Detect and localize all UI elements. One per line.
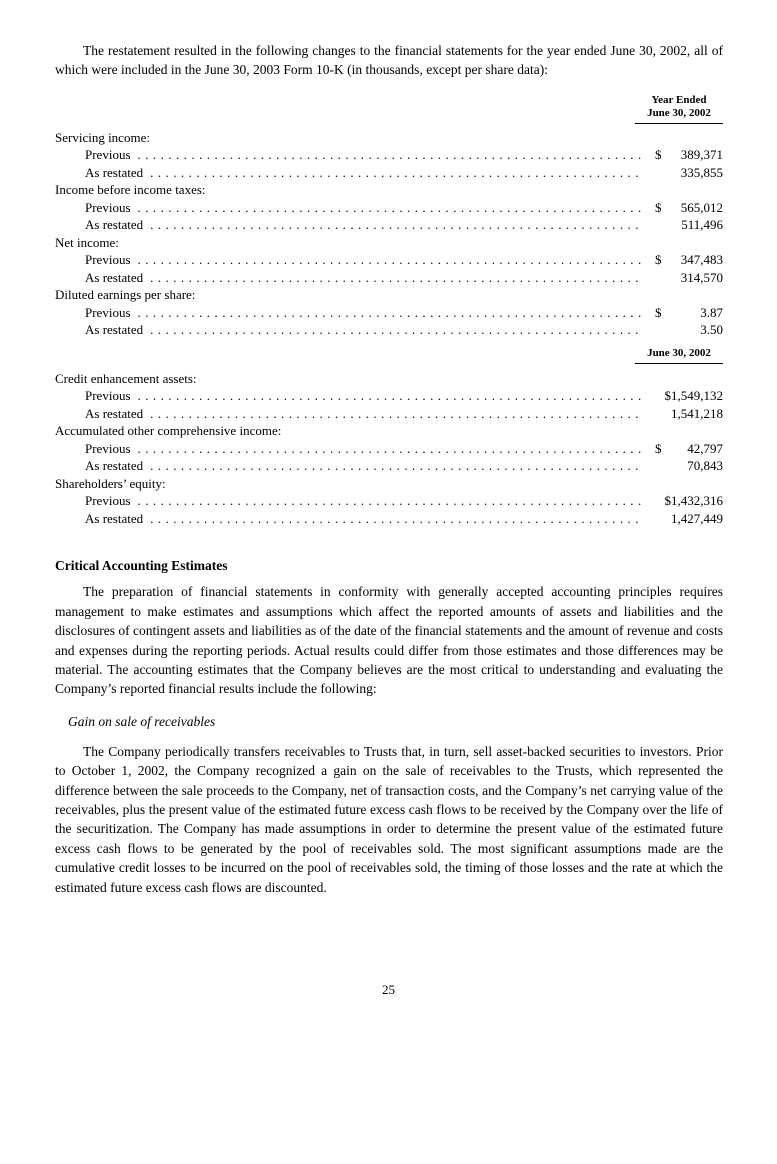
row-value (655, 252, 723, 268)
dot-leader (150, 322, 643, 338)
row-label: Previous (85, 252, 131, 268)
row-amount: 565,012 (680, 199, 723, 215)
data-row (55, 406, 723, 424)
year-ended-header-line1: Year Ended (651, 93, 707, 106)
row-category (55, 287, 723, 305)
dot-leader (138, 200, 644, 216)
category-label: Shareholders’ equity: (55, 475, 166, 491)
row-category (55, 130, 723, 148)
dot-leader (138, 493, 644, 509)
row-value (655, 322, 723, 338)
row-value (655, 270, 723, 286)
dot-leader (150, 511, 643, 527)
row-label: Previous (85, 388, 131, 404)
data-row (55, 200, 723, 218)
dot-leader (138, 147, 644, 163)
intro-paragraph: The restatement resulted in the following changes to the financial statements for the year ended June 30, 2002, all of which were included in the June 30, 2003 Form 10-K (in thousands, except per share data): (55, 43, 723, 78)
category-label: Credit enhancement assets: (55, 370, 197, 386)
data-row (55, 252, 723, 270)
currency-symbol: $ (655, 440, 662, 456)
row-value (655, 147, 723, 163)
dot-leader (150, 458, 643, 474)
dot-leader (150, 406, 643, 422)
dot-leader (150, 270, 643, 286)
row-amount: $1,549,132 (664, 388, 723, 404)
row-value (655, 441, 723, 457)
row-value (655, 511, 723, 527)
data-row (55, 147, 723, 165)
category-label: Diluted earnings per share: (55, 287, 196, 303)
critical-accounting-estimates-heading: Critical Accounting Estimates (55, 558, 228, 574)
dot-leader (150, 165, 643, 181)
critical-accounting-paragraph: The preparation of financial statements in conformity with generally accepted accounting principles requires management to make estimates and assumptions which affect the reported amounts of assets and liabilities and the disclosures of contingent assets and liabilities as of the date of the financial statements and the amount of revenue and costs and expenses during the reporting periods. Actual results could differ from those estimates and those differences may be material. The accounting estimates that the Company believes are the most critical to understanding and evaluating the Company’s reported financial results include the following: (55, 584, 723, 697)
currency-symbol: $ (655, 252, 662, 268)
row-label: As restated (85, 269, 144, 285)
row-label: As restated (85, 217, 144, 233)
data-row (55, 511, 723, 529)
data-row (55, 217, 723, 235)
data-row (55, 388, 723, 406)
row-amount: 42,797 (687, 440, 723, 456)
row-category (55, 423, 723, 441)
category-label: Servicing income: (55, 129, 150, 145)
page-number: 25 (382, 982, 395, 997)
row-value (655, 305, 723, 321)
year-ended-header-line2: June 30, 2002 (647, 106, 711, 119)
data-row (55, 322, 723, 340)
row-category (55, 371, 723, 389)
data-row (55, 165, 723, 183)
dot-leader (138, 305, 644, 321)
row-category (55, 235, 723, 253)
dot-leader (138, 388, 644, 404)
currency-symbol: $ (655, 304, 662, 320)
row-amount: 389,371 (680, 147, 723, 163)
row-value (655, 493, 723, 509)
category-label: Income before income taxes: (55, 182, 206, 198)
category-label: Accumulated other comprehensive income: (55, 423, 282, 439)
data-row (55, 441, 723, 459)
row-amount: 70,843 (687, 458, 723, 474)
dot-leader (138, 252, 644, 268)
row-value (655, 200, 723, 216)
category-label: Net income: (55, 234, 119, 250)
currency-symbol: $ (655, 199, 662, 215)
dot-leader (150, 217, 643, 233)
dot-leader (138, 441, 644, 457)
row-value (655, 165, 723, 181)
row-amount: 1,427,449 (671, 510, 723, 526)
row-label: As restated (85, 458, 144, 474)
row-value (655, 388, 723, 404)
row-label: As restated (85, 322, 144, 338)
gain-on-sale-heading: Gain on sale of receivables (68, 713, 216, 729)
table1-column-header (55, 94, 723, 124)
row-label: As restated (85, 510, 144, 526)
row-amount: 511,496 (681, 217, 723, 233)
year-ended-header (635, 94, 723, 124)
row-label: As restated (85, 405, 144, 421)
row-label: Previous (85, 199, 131, 215)
row-label: Previous (85, 147, 131, 163)
row-category (55, 182, 723, 200)
gain-on-sale-paragraph: The Company periodically transfers receivables to Trusts that, in turn, sell asset-backed securities to investors. Prior to October 1, 2002, the Company recognized a gain on the sale of receivables to the Trusts, which represented the difference between the sale proceeds to the Company, net of transaction costs, and the Company’s net carrying value of the receivables, plus the present value of the estimated future excess cash flows to be received by the Company over the life of the securitization. The Company has made assumptions in order to determine the present value of the estimated future excess cash flows to be generated by the pool of receivables sold. The most significant assumptions made are the cumulative credit losses to be incurred on the pool of receivables sold, the timing of those losses and the rate at which the estimated future excess cash flows are discounted. (55, 743, 723, 895)
restatement-table-balance (55, 371, 723, 529)
row-amount: 3.50 (700, 322, 723, 338)
june-30-2002-header: June 30, 2002 (635, 347, 723, 364)
row-amount: 314,570 (680, 269, 723, 285)
row-amount: 3.87 (700, 304, 723, 320)
data-row (55, 305, 723, 323)
restatement-table-income (55, 130, 723, 340)
data-row (55, 493, 723, 511)
row-amount: 1,541,218 (671, 405, 723, 421)
currency-symbol: $ (655, 147, 662, 163)
row-label: Previous (85, 493, 131, 509)
row-amount: 347,483 (680, 252, 723, 268)
row-label: Previous (85, 440, 131, 456)
data-row (55, 458, 723, 476)
row-value (655, 458, 723, 474)
row-value (655, 406, 723, 422)
data-row (55, 270, 723, 288)
row-value (655, 217, 723, 233)
table2-column-header (55, 343, 723, 364)
row-label: Previous (85, 304, 131, 320)
row-amount: $1,432,316 (664, 493, 723, 509)
row-label: As restated (85, 164, 144, 180)
row-category (55, 476, 723, 494)
row-amount: 335,855 (680, 164, 723, 180)
